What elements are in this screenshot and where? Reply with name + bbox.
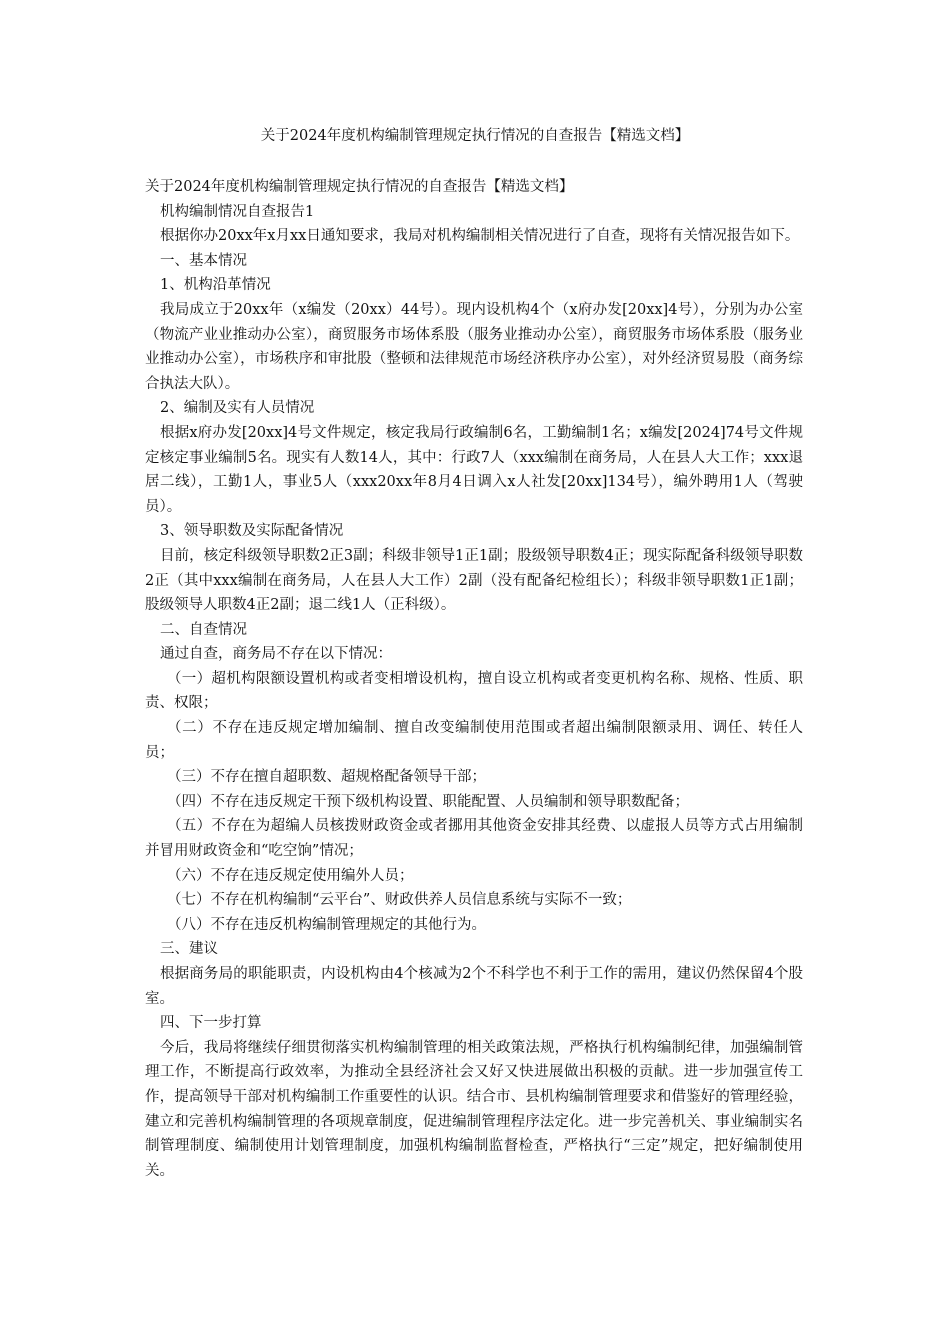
paragraph: 1、机构沿革情况 (160, 277, 271, 294)
paragraph: 一、基本情况 (160, 252, 247, 269)
paragraph: （四）不存在违反规定干预下级机构设置、职能配置、人员编制和领导职数配备； (167, 793, 689, 810)
paragraph: （六）不存在违反规定使用编外人员； (167, 867, 414, 884)
paragraph: 三、建议 (160, 941, 218, 958)
paragraph: 2、编制及实有人员情况 (160, 400, 315, 417)
paragraph: （二）不存在违反规定增加编制、擅自改变编制使用范围或者超出编制限额录用、调任、转任人员； (145, 720, 803, 761)
paragraph: （七）不存在机构编制“云平台”、财政供养人员信息系统与实际不一致； (167, 892, 632, 909)
paragraph: 根据商务局的职能职责，内设机构由4个核减为2个不科学也不利于工作的需用，建议仍然保留4个股室。 (145, 966, 803, 1007)
paragraph: （五）不存在为超编人员核拨财政资金或者挪用其他资金安排其经费、以虚报人员等方式占用编制并冒用财政资金和“吃空饷”情况； (145, 818, 803, 860)
paragraph: 目前，核定科级领导职数2正3副；科级非领导1正1副；股级领导职数4正；现实际配备科级领导职数2正（其中xxx编制在商务局，人在县人大工作）2副（没有配备纪检组长）；科级非领导职数1正1副；股级领导人职数4正2副；退二线1人（正科级）。 (145, 547, 803, 614)
paragraph: 今后，我局将继续仔细贯彻落实机构编制管理的相关政策法规，严格执行机构编制纪律，加强编制管理工作，不断提高行政效率，为推动全县经济社会又好又快进展做出积极的贡献。进一步加强宣传工作，提高领导干部对机构编制工作重要性的认识。结合市、县机构编制管理要求和借鉴好的管理经验，建立和完善机构编制管理的各项规章制度，促进编制管理程序法定化。进一步完善机关、事业编制实名制管理制度、编制使用计划管理制度，加强机构编制监督检查，严格执行“三定”规定，把好编制使用关。 (145, 1039, 803, 1179)
paragraph: （三）不存在擅自超职数、超规格配备领导干部； (167, 769, 486, 786)
paragraph: 我局成立于20xx年（x编发（20xx）44号）。现内设机构4个（x府办发[20xx]4号），分别为办公室（物流产业业推动办公室），商贸服务市场体系股（服务业推动办公室），商贸服务市场体系股（服务业业推动办公室），市场秩序和审批股（整顿和法律规范市场经济秩序办公室），对外经济贸易股（商务综合执法大队）。 (145, 301, 803, 392)
paragraph: 通过自查，商务局不存在以下情况： (160, 646, 392, 663)
paragraph: 机构编制情况自查报告1 (160, 203, 315, 220)
paragraph: 3、领导职数及实际配备情况 (160, 523, 344, 540)
paragraph: 四、下一步打算 (160, 1015, 262, 1032)
paragraph: （一）超机构限额设置机构或者变相增设机构，擅自设立机构或者变更机构名称、规格、性质、职责、权限； (145, 670, 803, 712)
document-body (145, 175, 803, 1183)
paragraph: 根据你办20xx年x月xx日通知要求，我局对机构编制相关情况进行了自查，现将有关情况报告如下。 (160, 228, 800, 245)
paragraph: 根据x府办发[20xx]4号文件规定，核定我局行政编制6名，工勤编制1名；x编发[2024]74号文件规定核定事业编制5名。现实有人数14人，其中：行政7人（xxx编制在商务局，人在县人大工作；xxx退居二线），工勤1人，事业5人（xxx20xx年8月4日调入x人社发[20xx]134号），编外聘用1人（驾驶员）。 (145, 424, 803, 515)
paragraph: 二、自查情况 (160, 621, 247, 638)
paragraph: 关于2024年度机构编制管理规定执行情况的自查报告【精选文档】 (145, 179, 574, 195)
paragraph: （八）不存在违反机构编制管理规定的其他行为。 (167, 916, 486, 933)
document-title: 关于2024年度机构编制管理规定执行情况的自查报告【精选文档】 (260, 128, 690, 144)
